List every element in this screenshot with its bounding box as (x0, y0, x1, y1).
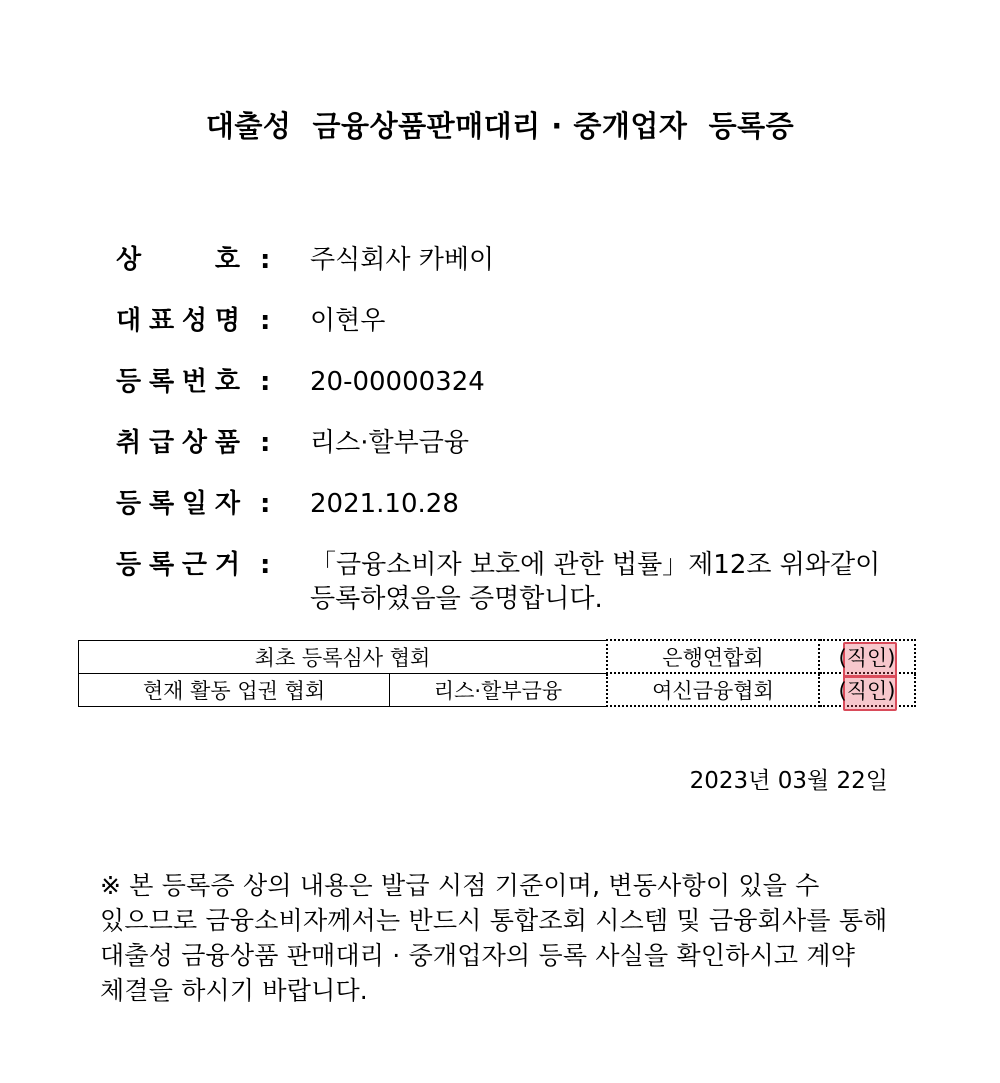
label-char: 상 (116, 245, 142, 275)
field-colon: : (260, 367, 271, 397)
table-row (79, 673, 916, 706)
initial-review-header: 최초 등록심사 협회 (79, 640, 608, 673)
label-char: 거 (214, 550, 240, 580)
field-products (116, 426, 916, 460)
label-char: 상 (181, 428, 208, 458)
label-char: 급 (148, 428, 175, 458)
field-reg-date (116, 487, 916, 521)
registration-basis: 「금융소비자 보호에 관한 법률」제12조 위와같이 등록하였음을 증명합니다. (310, 550, 881, 614)
company-name: 주식회사 카베이 (310, 245, 495, 275)
label-char: 자 (214, 489, 240, 519)
field-label (116, 487, 240, 521)
registration-number: 20-00000324 (310, 367, 485, 397)
field-label (116, 548, 240, 616)
label-char: 호 (214, 245, 240, 275)
label-char: 등 (116, 367, 142, 397)
seal-label: (직인) (838, 645, 896, 670)
field-label (116, 304, 240, 338)
registration-date: 2021.10.28 (310, 489, 459, 519)
field-label (116, 365, 240, 399)
certificate-title: 대출성 금융상품판매대리 · 중개업자 등록증 (205, 109, 795, 143)
label-char: 일 (181, 489, 208, 519)
label-char: 번 (181, 367, 208, 397)
initial-review-association: 은행연합회 (607, 640, 819, 673)
table-row (79, 640, 916, 673)
label-char: 록 (148, 489, 175, 519)
label-char: 호 (214, 367, 240, 397)
label-char: 성 (181, 306, 208, 336)
seal-cell (819, 673, 915, 706)
current-sector-value: 리스·할부금융 (390, 673, 608, 706)
current-sector-header: 현재 활동 업권 협회 (79, 673, 390, 706)
field-ceo (116, 304, 916, 338)
ceo-name: 이현우 (310, 306, 386, 336)
label-char: 록 (148, 367, 175, 397)
issue-date: 2023년 03월 22일 (689, 768, 888, 794)
field-company (116, 243, 916, 277)
field-colon: : (260, 245, 271, 275)
field-label (116, 243, 240, 277)
label-char: 근 (181, 550, 208, 580)
label-char: 록 (148, 550, 175, 580)
seal-cell (819, 640, 915, 673)
notice-text: ※ 본 등록증 상의 내용은 발급 시점 기준이며, 변동사항이 있을 수 있으므로 금융소비자께서는 반드시 통합조회 시스템 및 금융회사를 통해 대출성 금융상품 판매대리 · 중개업자의 등록 사실을 확인하시고 계약 체결을 하시기 바랍니다. (100, 871, 888, 1005)
label-char: 등 (116, 489, 142, 519)
label-char: 품 (214, 428, 240, 458)
field-colon: : (260, 550, 271, 580)
label-char: 대 (116, 306, 142, 336)
seal-label: (직인) (838, 678, 896, 703)
field-label (116, 426, 240, 460)
field-reg-no (116, 365, 916, 399)
current-association: 여신금융협회 (607, 673, 819, 706)
field-colon: : (260, 489, 271, 519)
products-value: 리스·할부금융 (310, 428, 469, 458)
label-char: 등 (116, 550, 142, 580)
label-char: 취 (116, 428, 142, 458)
association-table (78, 639, 916, 707)
field-basis (116, 548, 916, 616)
label-char: 표 (148, 306, 175, 336)
label-char: 명 (214, 306, 240, 336)
field-colon: : (260, 306, 271, 336)
field-colon: : (260, 428, 271, 458)
